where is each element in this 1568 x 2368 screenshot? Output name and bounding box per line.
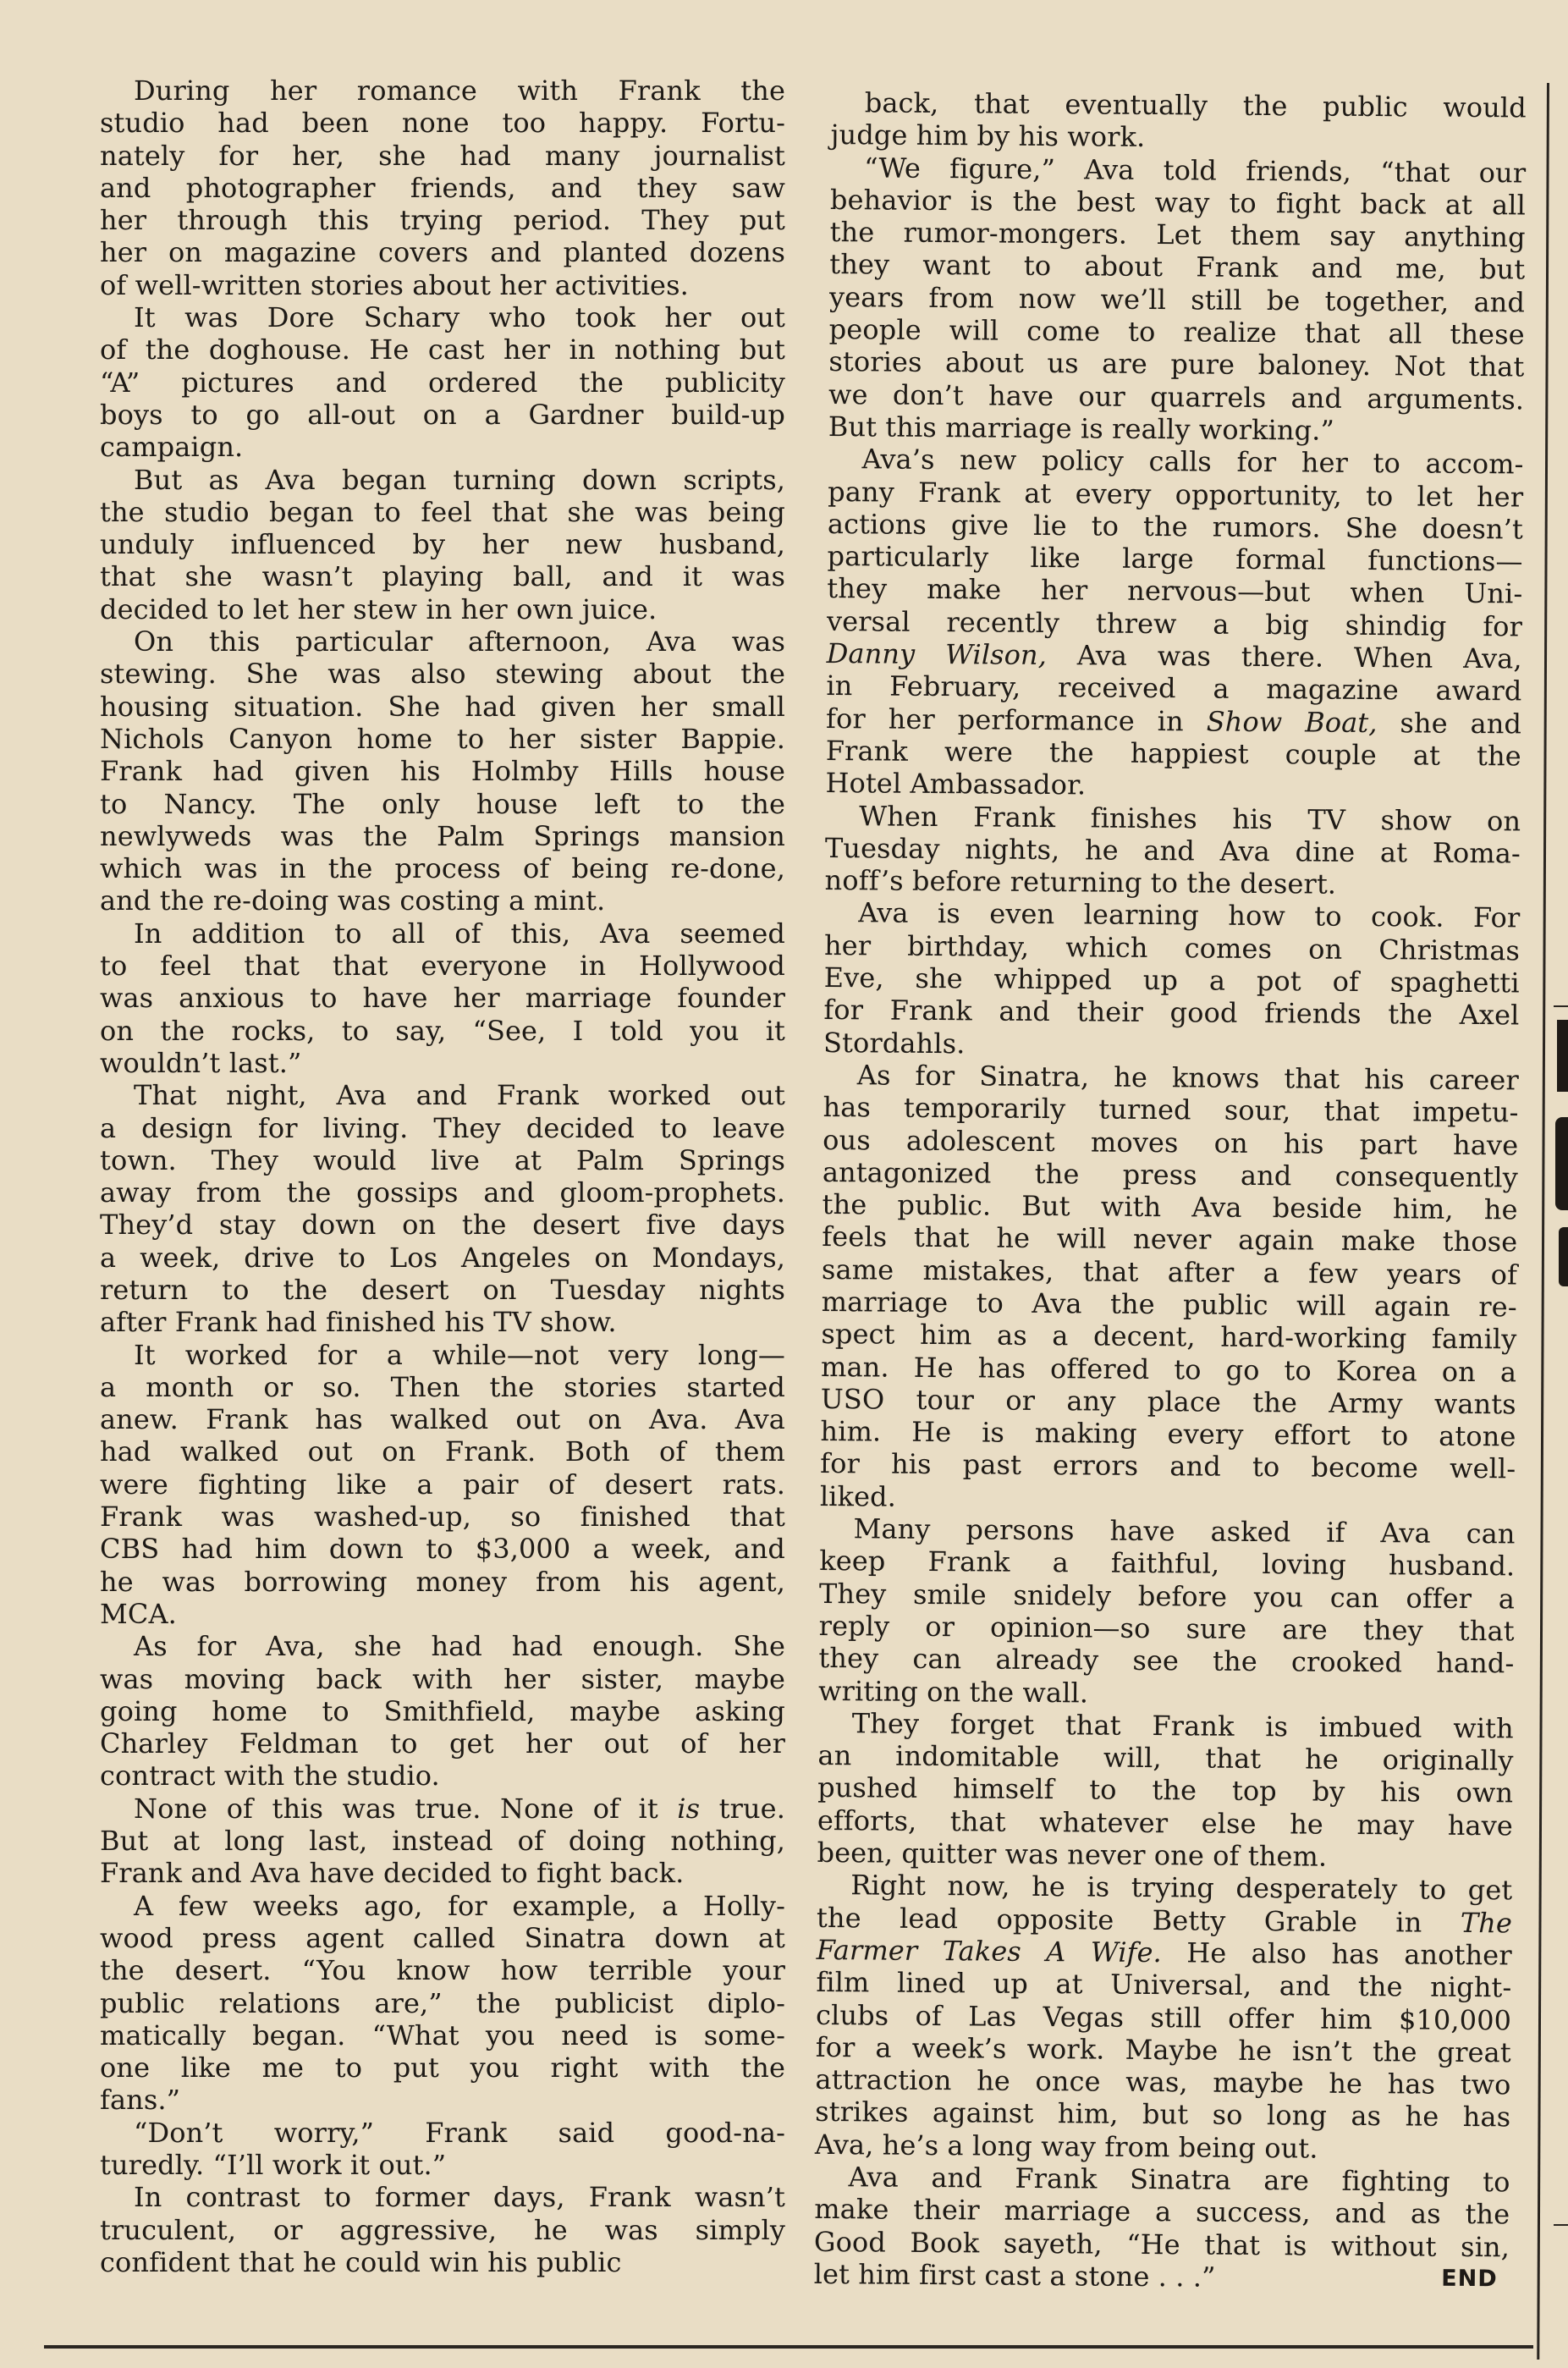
text-line: has temporarily turned sour, that impetu- [823,1091,1519,1129]
text-line: a month or so. Then the stories started [100,1370,785,1403]
text-line: antagonized the press and consequently [822,1155,1519,1194]
text-line: liked. [819,1479,897,1513]
text-line [827,637,1522,675]
text-line: him. He is making every effort to atone [820,1415,1516,1453]
text-line: attraction he once was, maybe he has two [815,2063,1511,2101]
text-line: to feel that that everyone in Hollywood [100,950,785,983]
text-line: Frank was washed-up, so finished that [100,1501,785,1534]
text-line: On this particular afternoon, Ava was [134,625,785,658]
paragraph [100,1339,785,1631]
italic-title: The [1460,1906,1513,1940]
text-line: “A” pictures and ordered the publicity [100,366,785,399]
text-line: anew. Frank has walked out on Ava. Ava [100,1403,785,1436]
text-line [100,1793,785,1825]
text-line: housing situation. She had given her small [100,690,785,723]
text-line: When Frank finishes his TV show on [859,799,1521,837]
text-line: stewing. She was also stewing about the [100,658,785,691]
text-line: But at long last, instead of doing nothing, [100,1825,785,1858]
text-line: But this marriage is really working.” [828,410,1335,447]
text-line: town. They would live at Palm Springs [100,1143,785,1176]
text-line: feels that he will never again make those [822,1220,1518,1258]
paragraph [828,151,1527,449]
text-line: Nichols Canyon home to her sister Bappie. [100,722,785,755]
adjacent-page-rule [1554,2224,1568,2226]
text-line: turedly. “I’ll work it out.” [100,2149,447,2181]
italic-title: is [677,1792,701,1825]
paragraph [817,1707,1513,1875]
paragraph [825,443,1523,805]
text-line: actions give lie to the rumors. She doesn’t [827,507,1524,546]
text-line: unduly influenced by her new husband, [100,528,785,561]
text-line: for a week’s work. Maybe he isn’t the great [815,2030,1511,2069]
text-line: Ava is even learning how to cook. For [858,896,1521,934]
text-line: Frank were the happiest couple at the [825,734,1521,773]
text-line: Tuesday nights, he and Ava dine at Roma- [824,831,1521,870]
text-line: contract with the studio. [100,1759,440,1793]
text-line: Ava and Frank Sinatra are fighting to [848,2161,1510,2199]
text-line: “Don’t worry,” Frank said good-na- [134,2116,785,2149]
text-segment: He also has another [1161,1936,1512,1972]
text-line: efforts, that whatever else he may have [817,1804,1514,1842]
text-segment: Ava was there. When Ava, [1046,639,1522,675]
italic-title: Danny Wilson, [826,637,1048,672]
text-line: Frank had given his Holmby Hills house [100,755,785,788]
text-line: her on magazine covers and planted dozens [100,236,785,269]
text-line: Stordahls. [823,1026,966,1060]
text-line: But as Ava began turning down scripts, [134,463,785,496]
text-line: away from the gossips and gloom-prophets. [100,1176,785,1209]
text-line: same mistakes, that after a few years of [821,1253,1518,1291]
text-line: after Frank had finished his TV show. [100,1306,617,1339]
paragraph [100,1890,785,2117]
text-line: that she wasn’t playing ball, and it was [100,560,785,593]
paragraph [100,301,785,463]
adjacent-page-headline-fragment [1559,1227,1568,1286]
text-line: they can already see the crooked hand- [818,1642,1515,1680]
text-segment: true. [700,1792,785,1825]
text-line: Charley Feldman to get her out of her [100,1727,785,1760]
text-line: matically began. “What you need is some- [100,2018,785,2051]
text-line: newlyweds was the Palm Springs mansion [100,819,785,852]
text-line: Eve, she whipped up a pot of spaghetti [823,961,1520,1000]
text-line: confident that he could win his public [100,2245,622,2278]
text-line: pushed himself to the top by his own [817,1771,1514,1809]
text-line: MCA. [100,1597,177,1630]
text-line [826,702,1521,741]
paragraph [100,917,785,1079]
text-line: spect him as a decent, hard-working family [821,1318,1517,1356]
text-line: film lined up at Universal, and the night- [816,1966,1512,2004]
text-line: the rumor-mongers. Let them say anything [829,216,1526,254]
paragraph [815,1869,1513,2166]
text-line: we don’t have our quarrels and arguments. [828,377,1525,416]
article-column-right [814,86,1527,2296]
adjacent-page-headline-fragment [1557,1020,1568,1092]
text-line: people will come to realize that all these [828,313,1525,351]
bottom-rule [44,2345,1533,2349]
adjacent-page-rule [1554,1005,1568,1007]
text-line: was moving back with her sister, maybe [100,1662,785,1695]
italic-title: Show Boat, [1206,705,1378,739]
paragraph [824,800,1521,902]
text-line: Frank and Ava have decided to fight back. [100,1857,685,1890]
text-line: marriage to Ava the public will again re- [821,1285,1517,1324]
column-divider-rule [1537,83,1549,2360]
text-line: It was Dore Schary who took her out [134,301,785,334]
text-line: been, quitter was never one of them. [817,1836,1328,1873]
paragraph [100,74,785,301]
text-line: In contrast to former days, Frank wasn’t [134,2181,785,2214]
text-line: USO tour or any place the Army wants [820,1382,1516,1421]
text-line: the desert. “You know how terrible your [100,1954,785,1987]
text-line: They forget that Frank is imbued with [851,1707,1514,1745]
text-line [817,1902,1512,1940]
text-line: That night, Ava and Frank worked out [134,1079,785,1112]
text-line: CBS had him down to $3,000 a week, and [100,1533,785,1566]
text-line: behavior is the best way to fight back at all [829,183,1527,222]
text-line: man. He has offered to go to Korea on a [820,1350,1517,1388]
text-line: an indomitable will, that he originally [817,1739,1514,1777]
text-line: for his past errors and to become well- [820,1447,1516,1485]
text-line: one like me to put you right with the [100,2051,785,2084]
text-line: years from now we’ll still be together, and [828,280,1526,319]
text-line: Good Book sayeth, “He that is without sin, [813,2225,1510,2263]
paragraph [100,464,785,625]
text-line: During her romance with Frank the [134,74,785,107]
paragraph [100,625,785,917]
paragraph [818,1512,1516,1712]
text-line: the public. But with Ava beside him, he [822,1188,1518,1226]
text-line: decided to let her stew in her own juice. [100,592,657,625]
text-line: make their marriage a success, and as the [814,2193,1510,2231]
text-segment: for her performance in [825,702,1207,738]
text-line: nately for her, she had many journalist [100,139,785,172]
text-line: Many persons have asked if Ava can [853,1512,1516,1550]
text-line: writing on the wall. [817,1674,1089,1709]
text-line: particularly like large formal functions— [827,540,1523,578]
text-line: had walked out on Frank. Both of them [100,1435,785,1468]
italic-title: Farmer Takes A Wife. [816,1933,1163,1969]
text-line: keep Frank a faithful, loving husband. [819,1545,1516,1583]
text-line: the studio began to feel that she was being [100,495,785,528]
text-line: on the rocks, to say, “See, I told you it [100,1014,785,1047]
text-line: of the doghouse. He cast her in nothing but [100,333,785,366]
text-line: return to the desert on Tuesday nights [100,1273,785,1306]
text-segment: None of this was true. None of it [134,1792,678,1825]
text-line: going home to Smithfield, maybe asking [100,1694,785,1727]
text-line: ous adolescent moves on his part have [823,1123,1519,1161]
text-line: her through this trying period. They put [100,204,785,237]
text-line: It worked for a while—not very long— [134,1338,785,1371]
text-line: studio had been none too happy. Fortu- [100,107,785,140]
text-line: truculent, or aggressive, he was simply [100,2213,785,2246]
text-line: were fighting like a pair of desert rats. [100,1468,785,1501]
text-line: a design for living. They decided to leave [100,1111,785,1144]
text-line: of well-written stories about her activities. [100,268,689,301]
text-line: Ava, he’s a long way from being out. [814,2128,1318,2165]
end-mark: END [1441,2265,1498,2293]
text-line: judge him by his work. [830,118,1146,154]
paragraph [823,896,1520,1064]
text-line: wood press agent called Sinatra down at [100,1921,785,1954]
text-line: public relations are,” the publicist diplo- [100,1986,785,2019]
text-line: Right now, he is trying desperately to get [850,1869,1513,1907]
text-line: and photographer friends, and they saw [100,171,785,204]
text-line: which was in the process of being re-done, [100,852,785,885]
text-line: in February, received a magazine award [826,669,1522,708]
text-line: and the re-doing was costing a mint. [100,884,606,917]
text-line: campaign. [100,431,244,464]
text-segment: the lead opposite Betty Grable in [816,1901,1461,1939]
text-line: they make her nervous—but when Uni- [827,572,1523,610]
text-line: Ava’s new policy calls for her to accom- [861,443,1524,481]
text-line: let him first cast a stone . . .” [813,2257,1216,2294]
text-line: reply or opinion—so sure are they that [818,1609,1515,1648]
text-line: clubs of Las Vegas still offer him $10,000 [815,1998,1512,2036]
paragraph [100,1079,785,1338]
text-line: fans.” [100,2084,181,2117]
adjacent-page-headline-fragment [1555,1117,1568,1210]
text-line: was anxious to have her marriage founder [100,982,785,1015]
paragraph [100,2181,785,2278]
text-line: They smile snidely before you can offer a [818,1577,1516,1616]
text-line: stories about us are pure baloney. Not that [828,345,1525,383]
text-line: A few weeks ago, for example, a Holly- [134,1889,785,1922]
text-line: versal recently threw a big shindig for [826,604,1523,643]
text-line: back, that eventually the public would [864,86,1527,124]
paragraph [830,86,1527,157]
text-line: As for Sinatra, he knows that his career [856,1059,1519,1097]
text-line: her birthday, which comes on Christmas [823,928,1521,967]
text-line: to Nancy. The only house left to the [100,787,785,820]
text-line: pany Frank at every opportunity, to let her [828,475,1524,514]
text-line: they want to about Frank and me, but [829,248,1526,286]
paragraph [100,1793,785,1890]
text-line: boys to go all-out on a Gardner build-up [100,398,785,431]
text-segment: she and [1377,706,1522,741]
text-line: Hotel Ambassador. [825,767,1087,801]
paragraph [814,2161,1510,2296]
paragraph [820,1059,1519,1518]
text-line: They’d stay down on the desert five days [100,1209,785,1242]
text-line: “We figure,” Ava told friends, “that our [864,151,1527,190]
paragraph [100,2117,785,2182]
article-column-left [100,74,785,2278]
text-line: he was borrowing money from his agent, [100,1565,785,1598]
text-line: strikes against him, but so long as he has [815,2095,1511,2134]
text-line: wouldn’t last.” [100,1046,302,1079]
text-line [817,1934,1512,1972]
text-line: In addition to all of this, Ava seemed [134,917,785,950]
text-line: for Frank and their good friends the Axel [823,994,1520,1032]
text-line: a week, drive to Los Angeles on Mondays, [100,1241,785,1274]
text-line: As for Ava, she had had enough. She [134,1630,785,1663]
text-line: noff’s before returning to the desert. [824,864,1337,900]
paragraph [100,1630,785,1792]
